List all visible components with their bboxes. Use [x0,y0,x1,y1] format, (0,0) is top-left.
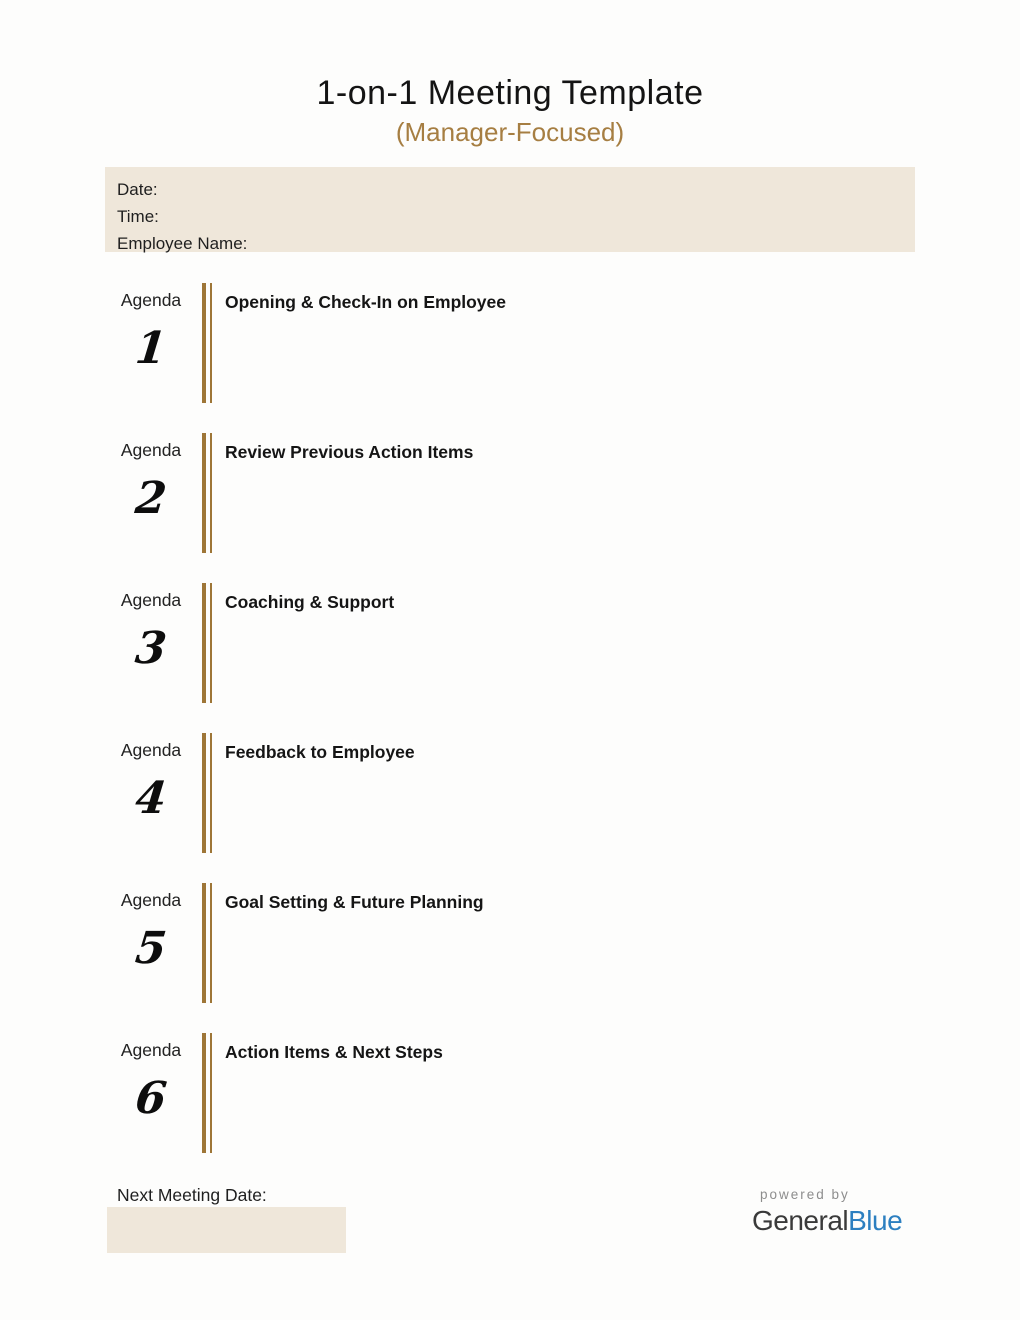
time-label: Time: [117,207,159,226]
agenda-number: 6 [133,1073,169,1124]
section-heading: Review Previous Action Items [225,442,474,462]
section-heading: Opening & Check-In on Employee [225,292,507,312]
section-divider [202,883,212,1003]
page-title: 1-on-1 Meeting Template [316,74,704,112]
agenda-marker [100,283,202,403]
agenda-section-4 [100,733,920,853]
section-heading: Feedback to Employee [225,742,415,762]
agenda-section-6 [100,1033,920,1153]
agenda-word: Agenda [120,440,182,460]
section-divider [202,433,212,553]
agenda-marker [100,433,202,553]
employee-name-label: Employee Name: [117,234,248,253]
next-meeting-date-label: Next Meeting Date: [117,1185,267,1205]
agenda-marker [100,733,202,853]
agenda-word: Agenda [120,290,182,310]
agenda-section-1 [100,283,920,403]
agenda-section-3 [100,583,920,703]
page-subtitle: (Manager-Focused) [395,117,625,147]
section-divider [202,733,212,853]
meeting-info-box [105,167,915,252]
section-divider [202,583,212,703]
agenda-section-5 [100,883,920,1003]
section-divider [202,283,212,403]
brand-general-text: General [752,1205,849,1236]
agenda-number: 5 [133,923,169,974]
agenda-word: Agenda [120,1040,182,1060]
agenda-sections [100,283,920,1183]
date-label: Date: [117,180,158,199]
powered-by-text: powered by [760,1187,850,1202]
section-heading: Action Items & Next Steps [225,1042,443,1062]
agenda-word: Agenda [120,890,182,910]
agenda-marker [100,883,202,1003]
next-meeting-date-fill-box [107,1207,346,1253]
brand-name [752,1205,912,1237]
agenda-number: 3 [133,623,169,674]
agenda-word: Agenda [120,740,182,760]
brand-blue-text: Blue [848,1205,903,1236]
agenda-number: 1 [133,323,169,374]
general-blue-logo[interactable] [752,1187,912,1237]
section-heading: Coaching & Support [225,592,395,612]
agenda-marker [100,583,202,703]
agenda-number: 2 [133,473,169,524]
agenda-marker [100,1033,202,1153]
agenda-word: Agenda [120,590,182,610]
agenda-section-2 [100,433,920,553]
title-block [0,74,1020,148]
section-divider [202,1033,212,1153]
agenda-number: 4 [133,773,169,824]
section-heading: Goal Setting & Future Planning [225,892,484,912]
